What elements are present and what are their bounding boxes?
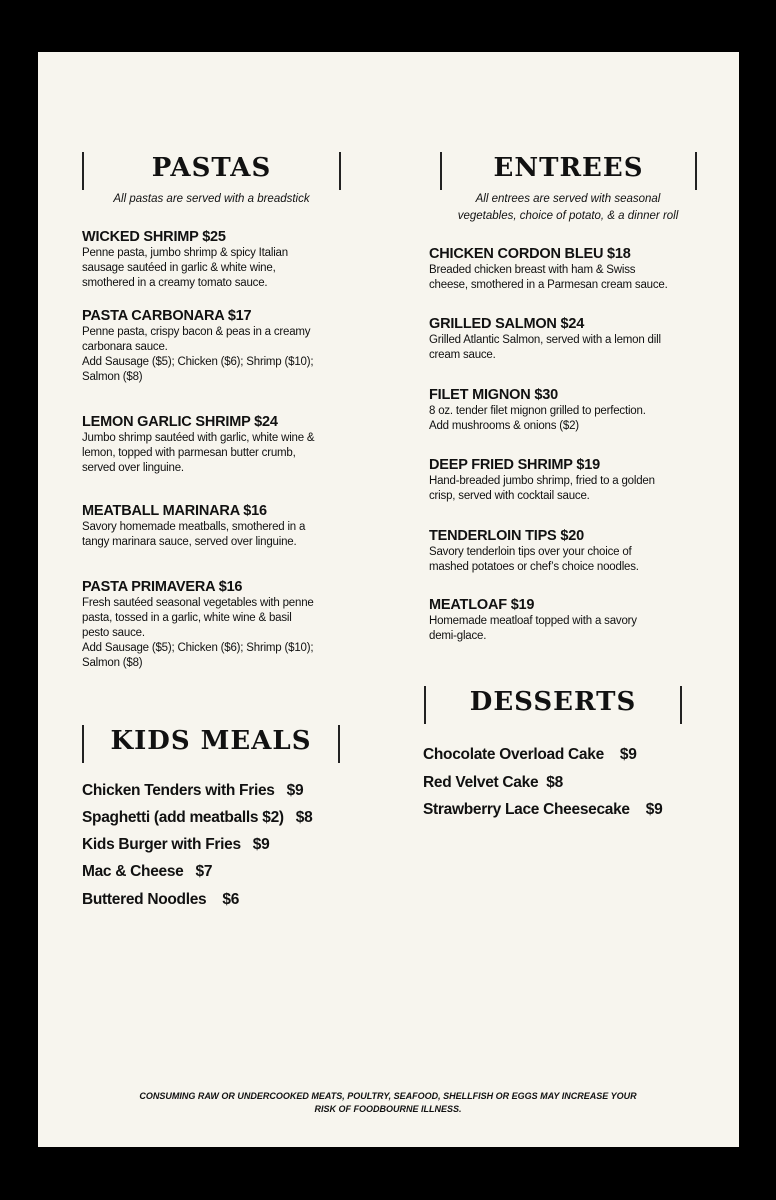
item-description: Jumbo shrimp sautéed with garlic, white wine & lemon, topped with parmesan butter crumb, served over linguine. [82, 432, 315, 474]
item-description: Hand-breaded jumbo shrimp, fried to a golden crisp, served with cocktail sauce. [429, 475, 655, 502]
item-description: Fresh sautéed seasonal vegetables with penne pasta, tossed in a garlic, white wine & basil pesto sauce. Add Sausage ($5); Chicken ($6); Shrimp ($10); Salmon ($8) [82, 597, 314, 669]
dessert-item: Strawberry Lace Cheesecake $9 [423, 801, 663, 818]
item-description: Savory homemade meatballs, smothered in a tangy marinara sauce, served over linguine. [82, 521, 306, 548]
food-safety-disclaimer: CONSUMING RAW OR UNDERCOOKED MEATS, POULTRY, SEAFOOD, SHELLFISH OR EGGS MAY INCREASE YOUR RISK OF FOODBOURNE ILLNESS. [139, 1091, 637, 1114]
menu-item [82, 228, 382, 291]
kids-item: Chicken Tenders with Fries $9 [82, 782, 304, 799]
item-description: Penne pasta, jumbo shrimp & spicy Italian sausage sautéed in garlic & white wine, smothered in a creamy tomato sauce. [82, 247, 288, 289]
divider-right [695, 152, 697, 190]
item-description: Penne pasta, crispy bacon & peas in a creamy carbonara sauce. Add Sausage ($5); Chicken ($6); Shrimp ($10); Salmon ($8) [82, 326, 314, 383]
pastas-header [82, 152, 341, 190]
item-name: DEEP FRIED SHRIMP $19 [429, 457, 600, 473]
item-description: Savory tenderloin tips over your choice of mashed potatoes or chef’s choice noodles. [429, 546, 639, 573]
menu-page [38, 52, 739, 1147]
item-name: GRILLED SALMON $24 [429, 316, 585, 332]
menu-item [429, 315, 734, 363]
menu-item [82, 578, 382, 671]
menu-item [429, 527, 734, 575]
menu-item [429, 245, 734, 293]
item-description: Grilled Atlantic Salmon, served with a lemon dill cream sauce. [429, 334, 661, 361]
menu-item [82, 413, 382, 476]
item-name: LEMON GARLIC SHRIMP $24 [82, 414, 278, 430]
item-name: MEATLOAF $19 [429, 597, 535, 613]
item-name: MEATBALL MARINARA $16 [82, 503, 267, 519]
item-description: Breaded chicken breast with ham & Swiss cheese, smothered in a Parmesan cream sauce. [429, 264, 668, 291]
entrees-note: All entrees are served with seasonal vegetables, choice of potato, & a dinner roll [457, 193, 679, 222]
dessert-item: Red Velvet Cake $8 [423, 774, 563, 791]
kids-item: Spaghetti (add meatballs $2) $8 [82, 809, 313, 826]
entrees-title: ENTREES [493, 153, 644, 183]
item-name: CHICKEN CORDON BLEU $18 [429, 246, 631, 262]
dessert-item: Chocolate Overload Cake $9 [423, 746, 637, 763]
menu-item [82, 307, 382, 385]
entrees-header [440, 152, 697, 190]
pastas-title: PASTAS [151, 153, 272, 183]
item-name: PASTA CARBONARA $17 [82, 308, 252, 324]
item-description: 8 oz. tender filet mignon grilled to perfection. Add mushrooms & onions ($2) [429, 405, 646, 432]
item-description: Homemade meatloaf topped with a savory demi-glace. [429, 615, 637, 642]
item-name: PASTA PRIMAVERA $16 [82, 579, 243, 595]
menu-item [82, 502, 382, 550]
kids-item: Mac & Cheese $7 [82, 863, 213, 880]
kids-item: Kids Burger with Fries $9 [82, 836, 270, 853]
kids-item: Buttered Noodles $6 [82, 891, 240, 908]
menu-item [429, 596, 734, 644]
pastas-note: All pastas are served with a breadstick [113, 193, 310, 205]
menu-item [429, 386, 734, 434]
kids-meals-title: KIDS MEALS [110, 726, 312, 756]
kids-meals-header [82, 725, 340, 763]
divider-right [339, 152, 341, 190]
item-name: FILET MIGNON $30 [429, 387, 558, 403]
divider-right [680, 686, 682, 724]
item-name: TENDERLOIN TIPS $20 [429, 528, 584, 544]
item-name: WICKED SHRIMP $25 [82, 229, 226, 245]
desserts-header [424, 686, 682, 724]
divider-right [338, 725, 340, 763]
desserts-title: DESSERTS [469, 687, 637, 717]
menu-item [429, 456, 734, 504]
